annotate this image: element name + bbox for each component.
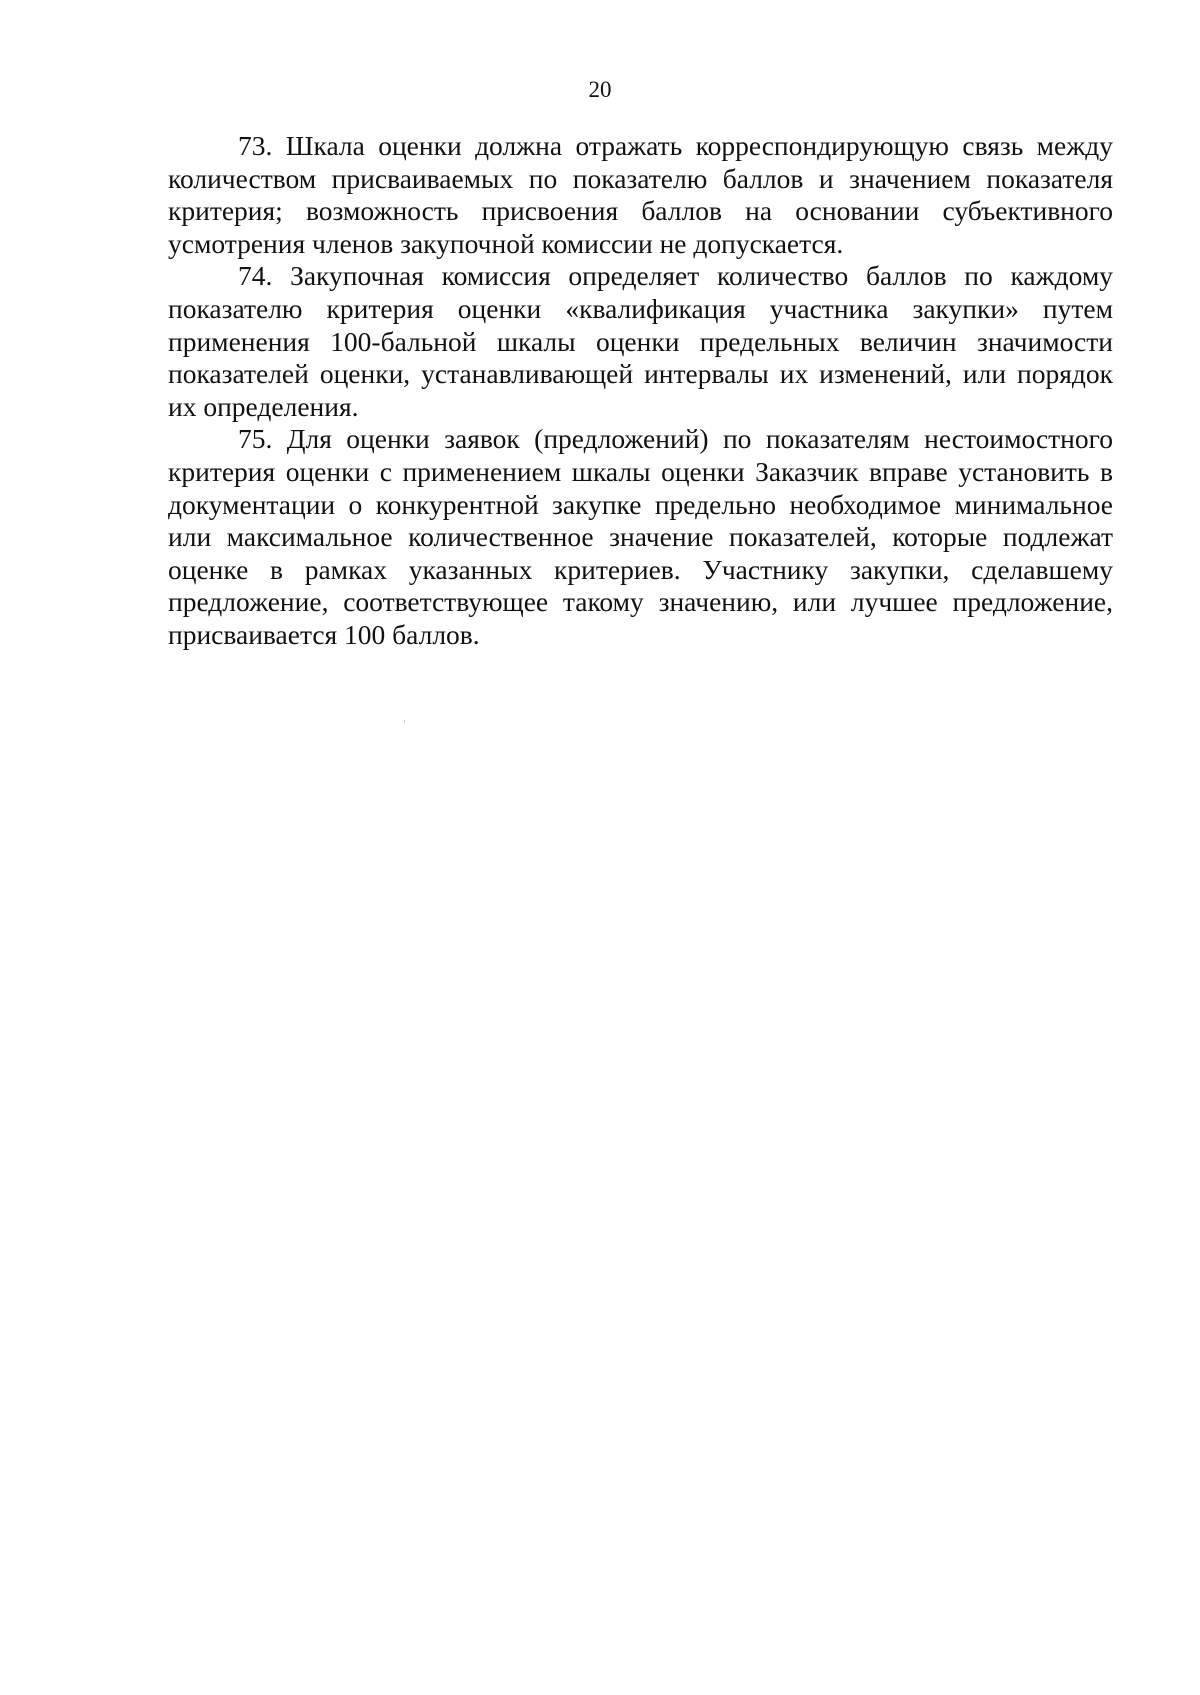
paragraph-75: 75. Для оценки заявок (предложений) по показателям нестоимостного критерия оценки с применением шкалы оценки Заказчик вправе установить в документации о конкурентной закупке предельно необходимое минимальное или максимальное количественное значение показателей, которые подлежат оценке в рамках указанных критериев. Участнику закупки, сделавшему предложение, соответствующее такому значению, или лучшее предложение, присваивается 100 баллов.	[168, 423, 1113, 650]
scan-speck	[404, 720, 405, 723]
document-body	[168, 130, 1113, 652]
page-number: 20	[588, 77, 612, 102]
paragraph-74: 74. Закупочная комиссия определяет количество баллов по каждому показателю критерия оценки «квалификация участника закупки» путем применения 100-бальной шкалы оценки предельных величин значимости показателей оценки, устанавливающей интервалы их изменений, или порядок их определения.	[168, 260, 1113, 422]
paragraph-73: 73. Шкала оценки должна отражать корреспондирующую связь между количеством присваиваемых по показателю баллов и значением показателя критерия; возможность присвоения баллов на основании субъективного усмотрения членов закупочной комиссии не допускается.	[168, 130, 1113, 259]
